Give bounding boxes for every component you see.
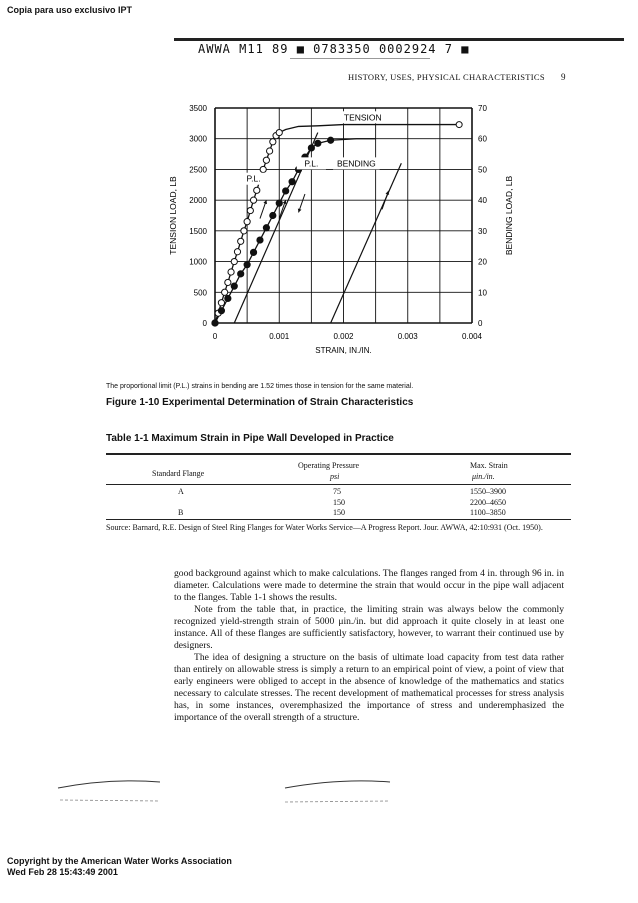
y-tick-label-left: 2000 (189, 196, 207, 206)
y-tick-label-left: 1000 (189, 257, 207, 267)
data-point-tension (228, 269, 234, 275)
figure-caption: Figure 1-10 Experimental Determination of Strain Characteristics (106, 397, 414, 408)
y-tick-label-left: 3500 (189, 104, 207, 113)
y-tick-label-right: 70 (478, 104, 487, 113)
data-point-tension (260, 166, 266, 172)
data-point-tension (270, 139, 276, 145)
table-cell-pressure: 150 (333, 498, 345, 507)
data-point-tension (267, 148, 273, 154)
x-tick-label: 0 (212, 332, 218, 341)
y-tick-label-right: 60 (478, 134, 487, 144)
y-tick-label-right: 30 (478, 226, 487, 236)
running-head: HISTORY, USES, PHYSICAL CHARACTERISTICS (348, 72, 545, 82)
paragraph-1: good background against which to make calculations. The flanges ranged from 4 in. through 96 in. in diameter. Calculations were made to determine the strain that would occur in the pipe wall adjacent to the flanges. Table 1-1 shows the results. (174, 568, 564, 603)
data-point-tension (218, 300, 224, 306)
figure-note: The proportional limit (P.L.) strains in bending are 1.52 times those in tension for the same material. (106, 383, 414, 390)
header-pressure-unit: psi (330, 472, 340, 481)
header-strain-unit: μin./in. (472, 472, 495, 481)
chart-grid (215, 108, 472, 323)
paragraph-2: Note from the table that, in practice, the limiting strain was always below the commonly recognized yield-strength strain of 5000 μin./in. but did approach it quite closely in at least one instance. All of these flanges are sufficiently satisfactory, however, to warrant their continued use by designers. (174, 604, 564, 651)
table-cell-strain: 1550–3900 (470, 487, 506, 496)
header-strain: Max. Strain (470, 461, 508, 470)
copyright-footer (7, 856, 232, 878)
scan-dash-right (285, 801, 390, 802)
y-tick-label-right: 20 (478, 257, 487, 267)
copy-note: Copia para uso exclusivo IPT (7, 5, 133, 15)
data-point-bending (315, 140, 321, 146)
chart-markers (212, 122, 462, 327)
data-point-bending (238, 271, 244, 277)
x-axis-label: STRAIN, IN./IN. (315, 346, 372, 355)
table-cell-flange: A (178, 487, 184, 496)
unload-line (331, 163, 402, 323)
data-point-tension (231, 258, 237, 264)
data-point-bending (308, 145, 314, 151)
scan-mark-left (58, 781, 160, 788)
barcode-text: AWWA M11 89 ■ 0783350 0002924 7 ■ (198, 42, 470, 56)
data-point-tension (241, 228, 247, 234)
chart-ticks (168, 104, 514, 355)
data-point-tension (250, 197, 256, 203)
data-point-bending (257, 237, 263, 243)
data-point-tension (238, 238, 244, 244)
body-text (174, 568, 564, 724)
copyright-line: Copyright by the American Water Works Association (7, 856, 232, 866)
data-point-bending (289, 179, 295, 185)
table-source: Source: Barnard, R.E. Design of Steel Ring Flanges for Water Works Service—A Progress Report. Jour. AWWA, 42:10:931 (Oct. 1950). (106, 523, 543, 532)
data-point-bending (225, 295, 231, 301)
data-point-bending (218, 308, 224, 314)
table-caption: Table 1-1 Maximum Strain in Pipe Wall Developed in Practice (106, 433, 394, 444)
data-point-bending (212, 320, 218, 326)
copyright-date: Wed Feb 28 15:43:49 2001 (7, 867, 118, 877)
header-flange: Standard Flange (152, 469, 205, 478)
table-header-rule (106, 484, 571, 485)
series-line-tension (215, 125, 459, 323)
data-point-tension (234, 249, 240, 255)
data-point-bending (263, 225, 269, 231)
x-tick-label: 0.001 (269, 332, 290, 341)
data-point-bending (270, 212, 276, 218)
page-number: 9 (561, 72, 566, 82)
chart-annotations (239, 111, 389, 218)
data-point-bending (250, 249, 256, 255)
y-tick-label-left: 500 (193, 288, 207, 298)
scan-mark-right (285, 781, 390, 788)
y-tick-label-left: 0 (202, 319, 207, 328)
chart-annotation: BENDING (336, 158, 376, 169)
x-tick-label: 0.004 (461, 332, 483, 341)
y-tick-label-right: 40 (478, 196, 487, 206)
scan-dash-left (60, 800, 160, 801)
table-top-rule (106, 453, 571, 455)
chart-annotation: P.L. (246, 173, 261, 184)
y-tick-label-right: 10 (478, 288, 487, 298)
paragraph-3: The idea of designing a structure on the basis of ultimate load capacity from test data rather than entirely on allowable stress is simply a return to an empirical point of view, a point of view that early engineers were obliged to accept in the absence of knowledge of the mathematics and statics necessary to calculate stresses. The recent development of mathematical processes for stress analysis has, in some instances, overemphasized the importance of stress and underemphasized the importance of the overall strength of a structure. (174, 652, 564, 723)
x-tick-label: 0.002 (333, 332, 354, 341)
table-cell-pressure: 75 (333, 487, 341, 496)
chart-annotation: TENSION (343, 112, 382, 123)
table-cell-strain: 1100–3850 (470, 508, 506, 517)
data-point-bending (328, 137, 334, 143)
data-point-tension (244, 219, 250, 225)
data-point-tension (247, 207, 253, 213)
y-tick-label-left: 1500 (189, 226, 207, 236)
chart-series-lines (215, 125, 459, 323)
data-point-tension (254, 187, 260, 193)
y-axis-label-right: BENDING LOAD, LB (504, 175, 514, 256)
table-cell-pressure: 150 (333, 508, 345, 517)
x-tick-label: 0.003 (397, 332, 418, 341)
y-tick-label-left: 3000 (189, 134, 207, 144)
y-axis-label-left: TENSION LOAD, LB (168, 176, 178, 255)
y-tick-label-right: 0 (478, 319, 483, 328)
table-bottom-rule (106, 519, 571, 520)
data-point-bending (276, 200, 282, 206)
chart-annotation: P.L. (304, 158, 319, 169)
data-point-tension (276, 129, 282, 135)
data-point-tension (222, 289, 228, 295)
y-tick-label-left: 2500 (189, 165, 207, 175)
scan-marks (0, 770, 638, 810)
table-cell-strain: 2200–4650 (470, 498, 506, 507)
data-point-tension (225, 279, 231, 285)
header-pressure: Operating Pressure (298, 461, 360, 470)
data-point-bending (231, 283, 237, 289)
table-cell-flange: B (178, 508, 184, 517)
data-point-bending (283, 188, 289, 194)
data-point-tension (263, 157, 269, 163)
data-point-bending (244, 262, 250, 268)
data-point-tension (456, 122, 462, 128)
y-tick-label-right: 50 (478, 165, 487, 175)
